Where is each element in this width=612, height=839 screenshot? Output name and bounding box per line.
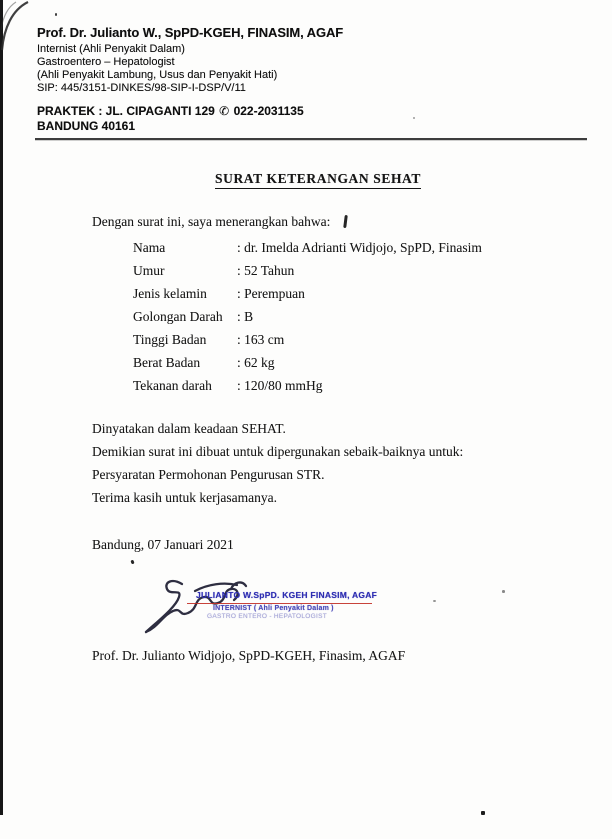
patient-detail-fields [133,240,482,401]
letterhead-specialty-2: Gastroentero – Hepatologist [37,56,175,68]
field-row-umur [133,263,482,286]
scan-speck-artifact [433,600,436,602]
field-row-tinggi-badan [133,332,482,355]
scan-speck-artifact [55,13,57,16]
letterhead-practice-city: BANDUNG 40161 [37,119,136,133]
stamp-subspecialty-line: GASTRO ENTERO - HEPATOLOGIST [207,613,327,620]
stamp-doctor-name: JULIANTO W.SpPD. KGEH FINASIM, AGAF [196,590,378,600]
field-label: Nama [133,240,166,255]
letterhead-specialty-3: (Ahli Penyakit Lambung, Usus dan Penyakit Hati) [37,69,278,81]
field-value: : 62 kg [237,355,275,370]
field-label: Umur [133,263,165,278]
stamp-specialty-line: INTERNIST ( Ahli Penyakit Dalam ) [213,605,334,612]
document-title-row [12,170,612,189]
letterhead-specialty-1: Internist (Ahli Penyakit Dalam) [37,43,185,55]
closing-line-1: Dinyatakan dalam keadaan SEHAT. [92,421,286,436]
field-value: : Perempuan [237,286,305,301]
scan-edge-artifact [0,0,3,815]
field-row-golongan-darah [133,309,482,332]
letterhead [37,25,343,134]
scan-speck-artifact [502,590,505,593]
pen-mark-artifact [343,215,347,228]
stamp-red-underline [187,603,372,605]
field-row-berat-badan [133,355,482,378]
field-value: : 52 Tahun [237,263,295,278]
intro-line: Dengan surat ini, saya menerangkan bahwa: [92,214,331,229]
practice-address-text: PRAKTEK : JL. CIPAGANTI 129 [37,104,215,118]
closing-line-4: Terima kasih untuk kerjasamanya. [92,490,277,505]
field-value: : 163 cm [237,332,285,347]
signer-name: Prof. Dr. Julianto Widjojo, SpPD-KGEH, Finasim, AGAF [92,648,406,663]
field-value: : B [237,309,254,324]
field-label: Golongan Darah [133,309,223,324]
practice-phone-number: 022-2031135 [233,104,304,118]
scan-speck-artifact [413,117,415,119]
field-value: : 120/80 mmHg [237,378,323,393]
field-label: Jenis kelamin [133,286,207,301]
pen-mark-artifact [130,560,134,565]
letterhead-practice-address [37,104,343,119]
field-label: Tinggi Badan [133,332,207,347]
field-row-tekanan-darah [133,378,482,401]
telephone-icon: ✆ [219,104,230,118]
field-label: Berat Badan [133,355,201,370]
scan-speck-artifact [481,811,485,815]
closing-paragraphs [92,422,463,514]
field-value: : dr. Imelda Adrianti Widjojo, SpPD, Finasim [237,240,482,255]
field-row-nama [133,240,482,263]
doctor-stamp [196,590,377,620]
letterhead-divider [35,138,587,140]
letterhead-doctor-name: Prof. Dr. Julianto W., SpPD-KGEH, FINASIM, AGAF [37,25,344,40]
closing-line-2: Demikian surat ini dibuat untuk dipergunakan sebaik-baiknya untuk: [92,444,464,459]
closing-line-3: Persyaratan Permohonan Pengurusan STR. [92,467,325,482]
letterhead-sip-number: SIP: 445/3151-DINKES/98-SIP-I-DSP/V/11 [37,82,246,94]
field-row-jenis-kelamin [133,286,482,309]
date-line: Bandung, 07 Januari 2021 [92,537,234,552]
document-title: SURAT KETERANGAN SEHAT [215,171,421,189]
field-label: Tekanan darah [133,378,212,393]
